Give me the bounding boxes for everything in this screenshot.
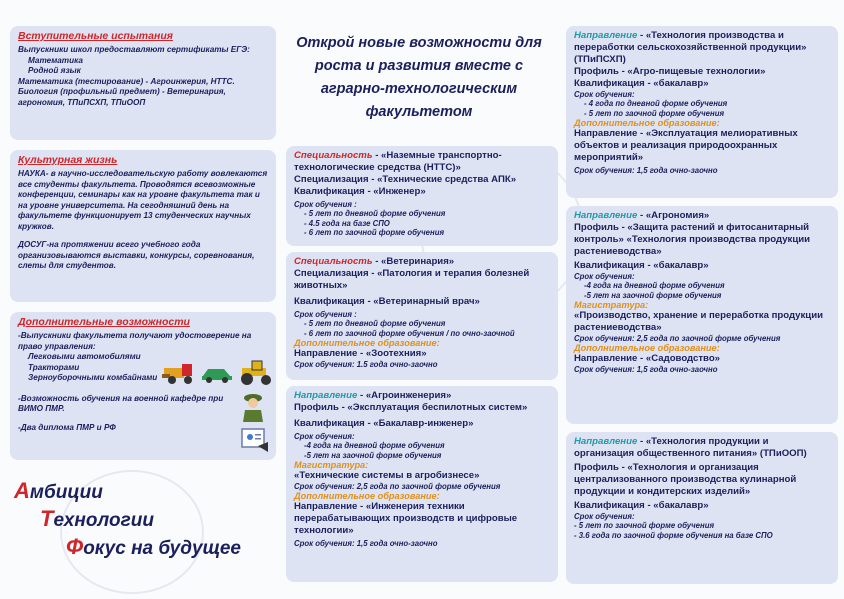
- car-icon: [200, 364, 234, 384]
- agroeng-master-label: Магистратура:: [294, 459, 369, 470]
- extra-opportunities-card: [10, 312, 276, 460]
- agronomy-profile: Профиль - «Защита растений и фитосанитарный контроль» «Технология производства продукции растениеводства»: [574, 221, 811, 257]
- extra-diplomas: -Два диплома ПМР и РФ: [18, 422, 116, 432]
- agronomy-dir-label: Направление: [574, 210, 638, 221]
- tpipshp-additional-label: Дополнительное образование:: [574, 117, 720, 128]
- tpipshp-additional-term: Срок обучения: 1,5 года очно-заочно: [574, 165, 718, 175]
- agronomy-additional-term: Срок обучения: 1,5 года очно-заочно: [574, 365, 718, 375]
- ntts-term-label: Срок обучения :: [294, 199, 357, 209]
- tpiop-direction: [574, 436, 830, 460]
- vet-term-label: Срок обучения :: [294, 309, 357, 319]
- vet-term: - 6 лет по заочной форме обучения / по очно-заочной: [304, 328, 515, 338]
- agroeng-profile: Профиль - «Эксплуатация беспилотных систем»: [294, 401, 528, 413]
- extra-license-item: Зерноуборочными комбайнами: [28, 373, 158, 382]
- entrance-subject: Родной язык: [28, 66, 81, 75]
- motto-rest: окус на будущее: [83, 538, 241, 559]
- ntts-spec-value: - «Наземные транспортно-технологические средства (НТТС)»: [294, 150, 502, 173]
- ntts-specialization: Специализация - «Технические средства АПК»: [294, 173, 517, 185]
- tpipshp-term-label: Срок обучения:: [574, 89, 635, 99]
- vet-additional-direction: Направление - «Зоотехния»: [294, 347, 427, 359]
- agronomy-master-term: Срок обучения: 2,5 года по заочной форме обучения: [574, 333, 781, 343]
- vet-card: [286, 252, 558, 380]
- vet-additional-term: Срок обучения: 1.5 года очно-заочно: [294, 359, 438, 369]
- tpipshp-direction: [574, 30, 830, 66]
- agroeng-additional-term: Срок обучения: 1,5 года очно-заочно: [294, 539, 438, 549]
- motto-rest: мбиции: [29, 482, 103, 503]
- entrance-line: Выпускники школ предоставляют сертификаты ЕГЭ:: [18, 45, 250, 54]
- agronomy-qualification: Квалификация - «бакалавр»: [574, 259, 709, 271]
- agronomy-card: [566, 206, 838, 424]
- tpiop-dir-label: Направление: [574, 436, 638, 447]
- agroeng-dir-label: Направление: [294, 390, 358, 401]
- tpiop-dir-value: - «Технология продукции и организация общественного питания» (ТПиООП): [574, 436, 807, 459]
- vet-spec-label: Специальность: [294, 256, 373, 267]
- motto-rest: ехнологии: [53, 510, 154, 531]
- tpiop-term: - 5 лет по заочной форме обучения: [574, 521, 715, 531]
- motto-cap: Т: [40, 506, 54, 531]
- extra-license-item: Легковыми автомобилями: [28, 352, 141, 361]
- entrance-subject: Математика: [28, 55, 83, 65]
- culture-science-text: НАУКА- в научно-исследовательскую работу вовлекаются все студенты факультета. Проводятся всевозможные конференции, семинары как на уровне факультета так и на уровне университета. На сегодняшний день на факультете функционирует 13 студенческих научных кружков.: [18, 169, 268, 231]
- page-title: Открой новые возможности для роста и развития вместе с аграрно-технологическим факультетом: [296, 35, 542, 120]
- tpiop-qualification: Квалификация - «бакалавр»: [574, 499, 709, 511]
- entrance-line: Биология (профильный предмет) - Ветеринария, агрономия, ТПиПСХП, ТПиООП: [18, 87, 226, 107]
- tpipshp-qualification: Квалификация - «бакалавр»: [574, 77, 709, 89]
- motto-line-2: [14, 506, 241, 534]
- vet-term: - 5 лет по дневной форме обучения: [304, 319, 446, 329]
- agronomy-dir-value: - «Агрономия»: [637, 210, 710, 221]
- agronomy-master-direction: «Производство, хранение и переработка продукции растениеводства»: [574, 309, 823, 333]
- ntts-term: - 5 лет по дневной форме обучения: [304, 209, 446, 219]
- agronomy-additional-direction: Направление - «Садоводство»: [574, 353, 721, 365]
- culture-card: [10, 150, 276, 302]
- agroeng-additional-label: Дополнительное образование:: [294, 491, 440, 502]
- agronomy-term: -4 года на дневной форме обучения: [584, 281, 725, 291]
- agroeng-dir-value: - «Агроинженерия»: [357, 390, 452, 401]
- culture-leisure-text: ДОСУГ-на протяжении всего учебного года организовываются выставки, конкурсы, соревнования, слеты для студентов.: [18, 240, 255, 270]
- tpiop-term: - 3.6 года по заочной форме обучения на базе СПО: [574, 530, 773, 540]
- extra-heading: Дополнительные возможности: [18, 316, 190, 328]
- agronomy-additional-label: Дополнительное образование:: [574, 343, 720, 354]
- tpipshp-profile: Профиль - «Агро-пищевые технологии»: [574, 65, 766, 77]
- ntts-term: - 4.5 года на базе СПО: [304, 218, 390, 228]
- agroeng-qualification: Квалификация - «Бакалавр-инженер»: [294, 417, 474, 429]
- tpipshp-term: - 4 года по дневной форме обучения: [584, 99, 728, 109]
- tractor-icon: [238, 358, 274, 386]
- extra-intro: -Выпускники факультета получают удостоверение на право управления:: [18, 331, 252, 351]
- agroeng-additional-direction: Направление - «Инженерия техники перерабатывающих производств и цифровые технологии»: [294, 501, 518, 537]
- motto-line-3: [14, 534, 241, 562]
- agroeng-master-term: Срок обучения: 2,5 года по заочной форме обучения: [294, 481, 501, 491]
- vet-specialty: [294, 256, 550, 268]
- agronomy-master-label: Магистратура:: [574, 299, 649, 310]
- tpipshp-additional-direction: Направление - «Эксплуатация мелиоративных объектов и реализация природоохранных мероприятий»: [574, 127, 798, 163]
- ntts-qualification: Квалификация - «Инженер»: [294, 185, 426, 197]
- ntts-specialty: [294, 150, 550, 174]
- agronomy-term-label: Срок обучения:: [574, 271, 635, 281]
- agroeng-term: -5 лет на заочной форме обучения: [304, 450, 442, 460]
- extra-license-item: Тракторами: [28, 362, 80, 372]
- tpipshp-dir-label: Направление: [574, 30, 638, 41]
- motto-cap: А: [14, 478, 30, 503]
- tpiop-card: [566, 432, 838, 584]
- ntts-card: [286, 146, 558, 246]
- agronomy-direction: [574, 210, 830, 222]
- tpiop-term-label: Срок обучения:: [574, 511, 635, 521]
- tpipshp-term: - 5 лет по заочной форме обучения: [584, 108, 725, 118]
- entrance-line: Математика (тестирование) - Агроинжерия, НТТС.: [18, 76, 235, 86]
- vet-specialization: Специализация - «Патология и терапия болезней животных»: [294, 267, 530, 291]
- tpipshp-card: [566, 26, 838, 198]
- ntts-term: - 6 лет по заочной форме обучения: [304, 227, 445, 237]
- diploma-icon: [240, 426, 270, 454]
- motto-cap: Ф: [66, 534, 84, 559]
- agroeng-direction: [294, 390, 550, 402]
- extra-military: -Возможность обучения на военной кафедре при ВИМО ПМР.: [18, 393, 224, 413]
- culture-heading: Культурная жизнь: [18, 154, 118, 166]
- soldier-icon: [240, 392, 266, 422]
- agroeng-master-direction: «Технические системы в агробизнесе»: [294, 469, 480, 481]
- tpipshp-dir-value: - «Технология производства и переработки сельскохозяйственной продукции» (ТПиПСХП): [574, 30, 807, 65]
- tpiop-profile: Профиль - «Технология и организация централизованного производства кулинарной продукции и кондитерских изделий»: [574, 461, 797, 497]
- agronomy-term: -5 лет на заочной форме обучения: [584, 290, 722, 300]
- agroeng-term: -4 года на дневной форме обучения: [304, 441, 445, 451]
- vet-qualification: Квалификация - «Ветеринарный врач»: [294, 295, 480, 307]
- agroeng-card: [286, 386, 558, 582]
- vet-spec-value: - «Ветеринария»: [372, 256, 455, 267]
- motto: [14, 478, 241, 562]
- motto-line-1: [14, 478, 241, 506]
- entrance-heading: Вступительные испытания: [18, 30, 173, 42]
- agroeng-term-label: Срок обучения:: [294, 431, 355, 441]
- vet-additional-label: Дополнительное образование:: [294, 337, 440, 348]
- ntts-spec-label: Специальность: [294, 150, 373, 161]
- harvester-icon: [162, 360, 196, 386]
- entrance-exams-card: [10, 26, 276, 140]
